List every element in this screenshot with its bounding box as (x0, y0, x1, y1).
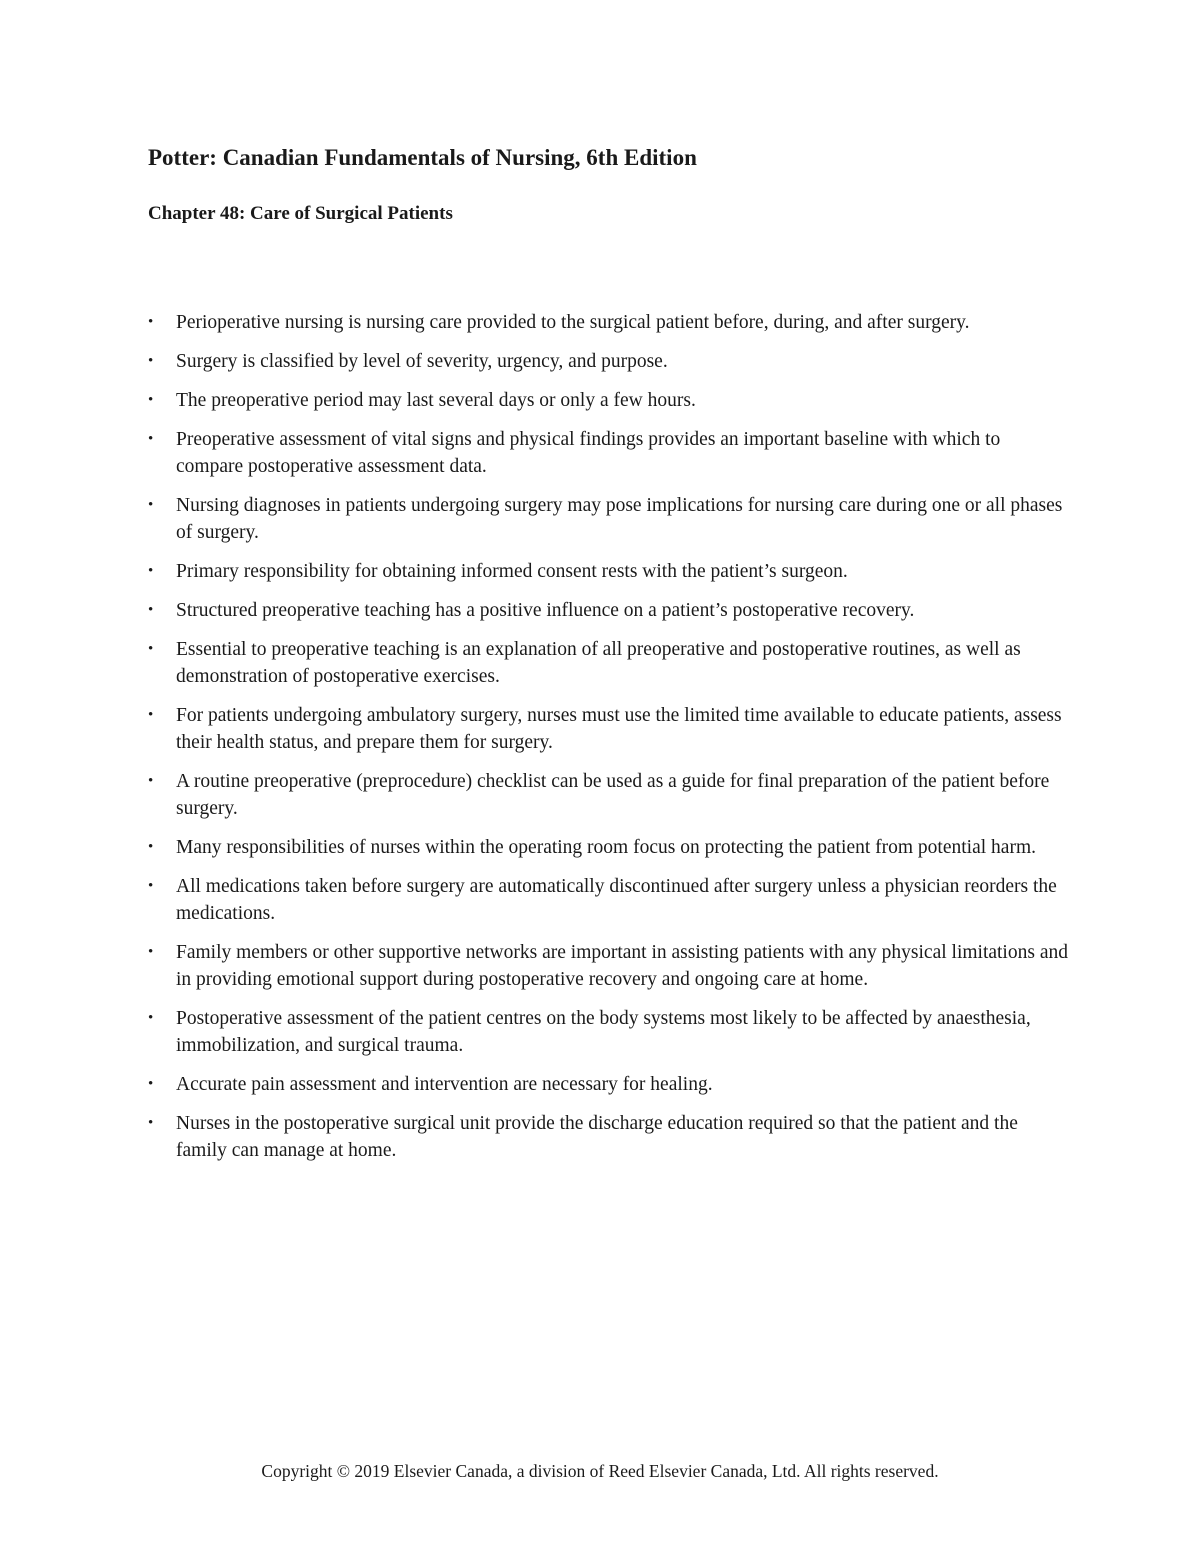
copyright-footer: Copyright © 2019 Elsevier Canada, a division of Reed Elsevier Canada, Ltd. All rights reserved. (261, 1461, 939, 1481)
list-item (148, 702, 1068, 756)
bullet-icon: • (148, 314, 154, 330)
list-item-text: Postoperative assessment of the patient centres on the body systems most likely to be affected by anaesthesia, immobilization, and surgical trauma. (176, 1008, 1031, 1056)
list-item-text: The preoperative period may last several days or only a few hours. (176, 390, 696, 411)
list-item-text: Accurate pain assessment and intervention are necessary for healing. (176, 1074, 713, 1095)
bullet-icon: • (148, 641, 154, 657)
list-item (148, 597, 1068, 624)
list-item (148, 768, 1068, 822)
bullet-icon: • (148, 1010, 154, 1026)
list-item (148, 492, 1068, 546)
list-item (148, 834, 1068, 861)
bullet-icon: • (148, 1115, 154, 1131)
list-item (148, 1005, 1068, 1059)
list-item-text: Surgery is classified by level of severity, urgency, and purpose. (176, 351, 668, 372)
list-item-text: Nurses in the postoperative surgical unit provide the discharge education required so that the patient and the family can manage at home. (176, 1113, 1018, 1161)
list-item-text: A routine preoperative (preprocedure) checklist can be used as a guide for final preparation of the patient before surgery. (176, 771, 1050, 819)
bullet-icon: • (148, 1076, 154, 1092)
list-item-text: Nursing diagnoses in patients undergoing surgery may pose implications for nursing care during one or all phases of surgery. (176, 495, 1063, 543)
bullet-icon: • (148, 602, 154, 618)
list-item-text: For patients undergoing ambulatory surgery, nurses must use the limited time available to educate patients, assess their health status, and prepare them for surgery. (176, 705, 1062, 753)
key-points-list (148, 309, 1068, 1176)
list-item-text: Family members or other supportive networks are important in assisting patients with any physical limitations and in providing emotional support during postoperative recovery and ongoing care at home. (176, 942, 1068, 990)
bullet-icon: • (148, 773, 154, 789)
bullet-icon: • (148, 431, 154, 447)
list-item-text: Structured preoperative teaching has a positive influence on a patient’s postoperative recovery. (176, 600, 915, 621)
list-item-text: Essential to preoperative teaching is an explanation of all preoperative and postoperative routines, as well as demonstration of postoperative exercises. (176, 639, 1021, 687)
chapter-title: Chapter 48: Care of Surgical Patients (148, 203, 453, 224)
bullet-icon: • (148, 563, 154, 579)
list-item-text: All medications taken before surgery are automatically discontinued after surgery unless a physician reorders the medications. (176, 876, 1057, 924)
list-item-text: Preoperative assessment of vital signs and physical findings provides an important baseline with which to compare postoperative assessment data. (176, 429, 1001, 477)
list-item (148, 873, 1068, 927)
list-item (148, 558, 1068, 585)
list-item (148, 1110, 1068, 1164)
bullet-icon: • (148, 839, 154, 855)
list-item (148, 387, 1068, 414)
bullet-icon: • (148, 497, 154, 513)
list-item (148, 1071, 1068, 1098)
list-item-text: Primary responsibility for obtaining informed consent rests with the patient’s surgeon. (176, 561, 848, 582)
bullet-icon: • (148, 353, 154, 369)
list-item (148, 636, 1068, 690)
bullet-icon: • (148, 878, 154, 894)
list-item (148, 309, 1068, 336)
list-item (148, 348, 1068, 375)
list-item-text: Many responsibilities of nurses within the operating room focus on protecting the patient from potential harm. (176, 837, 1036, 858)
book-title: Potter: Canadian Fundamentals of Nursing, 6th Edition (148, 145, 697, 170)
bullet-icon: • (148, 392, 154, 408)
bullet-icon: • (148, 707, 154, 723)
list-item (148, 939, 1068, 993)
bullet-icon: • (148, 944, 154, 960)
list-item-text: Perioperative nursing is nursing care provided to the surgical patient before, during, and after surgery. (176, 312, 970, 333)
list-item (148, 426, 1068, 480)
